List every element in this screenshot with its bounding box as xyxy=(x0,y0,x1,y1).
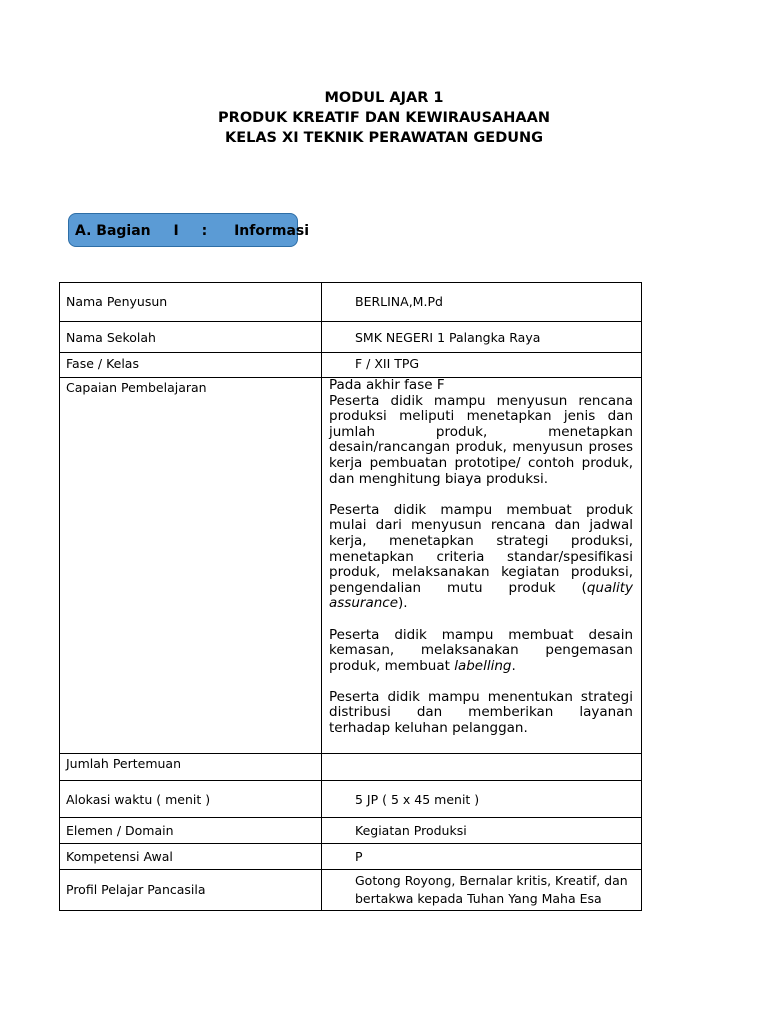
title-line-2: PRODUK KREATIF DAN KEWIRAUSAHAAN xyxy=(218,110,550,126)
row-value-nama-penyusun: BERLINA,M.Pd xyxy=(322,283,642,322)
section-colon: : xyxy=(201,223,208,239)
row-value-fase-kelas: F / XII TPG xyxy=(322,353,642,378)
row-label-jumlah-pertemuan: Jumlah Pertemuan xyxy=(60,754,322,781)
row-value-alokasi-waktu: 5 JP ( 5 x 45 menit ) xyxy=(322,781,642,818)
table-row xyxy=(60,353,642,378)
table-row xyxy=(60,322,642,353)
table-row xyxy=(60,781,642,818)
section-prefix: A. Bagian xyxy=(75,223,151,239)
row-label-fase-kelas: Fase / Kelas xyxy=(60,353,322,378)
table-row xyxy=(60,844,642,870)
row-value-nama-sekolah: SMK NEGERI 1 Palangka Raya xyxy=(322,322,642,353)
row-value-kompetensi-awal: P xyxy=(322,844,642,870)
title-line-1: MODUL AJAR 1 xyxy=(324,90,444,106)
title-line-3: KELAS XI TEKNIK PERAWATAN GEDUNG xyxy=(224,130,544,146)
table-row xyxy=(60,378,642,754)
table-row xyxy=(60,283,642,322)
row-label-nama-penyusun: Nama Penyusun xyxy=(60,283,322,322)
section-heading-informasi xyxy=(68,213,310,247)
row-label-alokasi-waktu: Alokasi waktu ( menit ) xyxy=(60,781,322,818)
document-title xyxy=(0,88,768,148)
capaian-paragraph-4: Peserta didik mampu menentukan strategi distribusi dan memberikan layanan terhadap keluhan pelanggan. xyxy=(329,688,633,737)
row-value-profil-pelajar: Gotong Royong, Bernalar kritis, Kreatif, dan bertakwa kepada Tuhan Yang Maha Esa xyxy=(322,870,642,911)
capaian-paragraph-2: Peserta didik mampu membuat produk mulai dari menyusun rencana dan jadwal kerja, menetapkan strategi produksi, menetapkan criteria standar/spesifikasi produk, melaksanakan kegiatan produksi, pengendalian mutu produk (quality assurance). xyxy=(329,501,633,612)
capaian-intro: Pada akhir fase F xyxy=(329,377,445,393)
capaian-paragraph-1: Peserta didik mampu menyusun rencana produksi meliputi menetapkan jenis dan jumlah produk, menetapkan desain/rancangan produk, menyusun proses kerja pembuatan prototipe/ contoh produk, dan menghitung biaya produksi. xyxy=(329,392,633,487)
table-row xyxy=(60,754,642,781)
table-row xyxy=(60,818,642,844)
info-table xyxy=(59,282,642,911)
row-label-elemen-domain: Elemen / Domain xyxy=(60,818,322,844)
row-value-elemen-domain: Kegiatan Produksi xyxy=(322,818,642,844)
row-value-jumlah-pertemuan xyxy=(322,754,642,781)
capaian-paragraph-3: Peserta didik mampu membuat desain kemasan, melaksanakan pengemasan produk, membuat labelling. xyxy=(329,626,633,674)
row-label-nama-sekolah: Nama Sekolah xyxy=(60,322,322,353)
section-name: Informasi xyxy=(234,223,310,239)
section-roman: I xyxy=(173,223,179,239)
row-label-profil-pelajar: Profil Pelajar Pancasila xyxy=(60,870,322,911)
row-label-kompetensi-awal: Kompetensi Awal xyxy=(60,844,322,870)
capaian-pembelajaran-text xyxy=(322,378,642,754)
table-row xyxy=(60,870,642,911)
row-label-capaian: Capaian Pembelajaran xyxy=(60,378,322,754)
